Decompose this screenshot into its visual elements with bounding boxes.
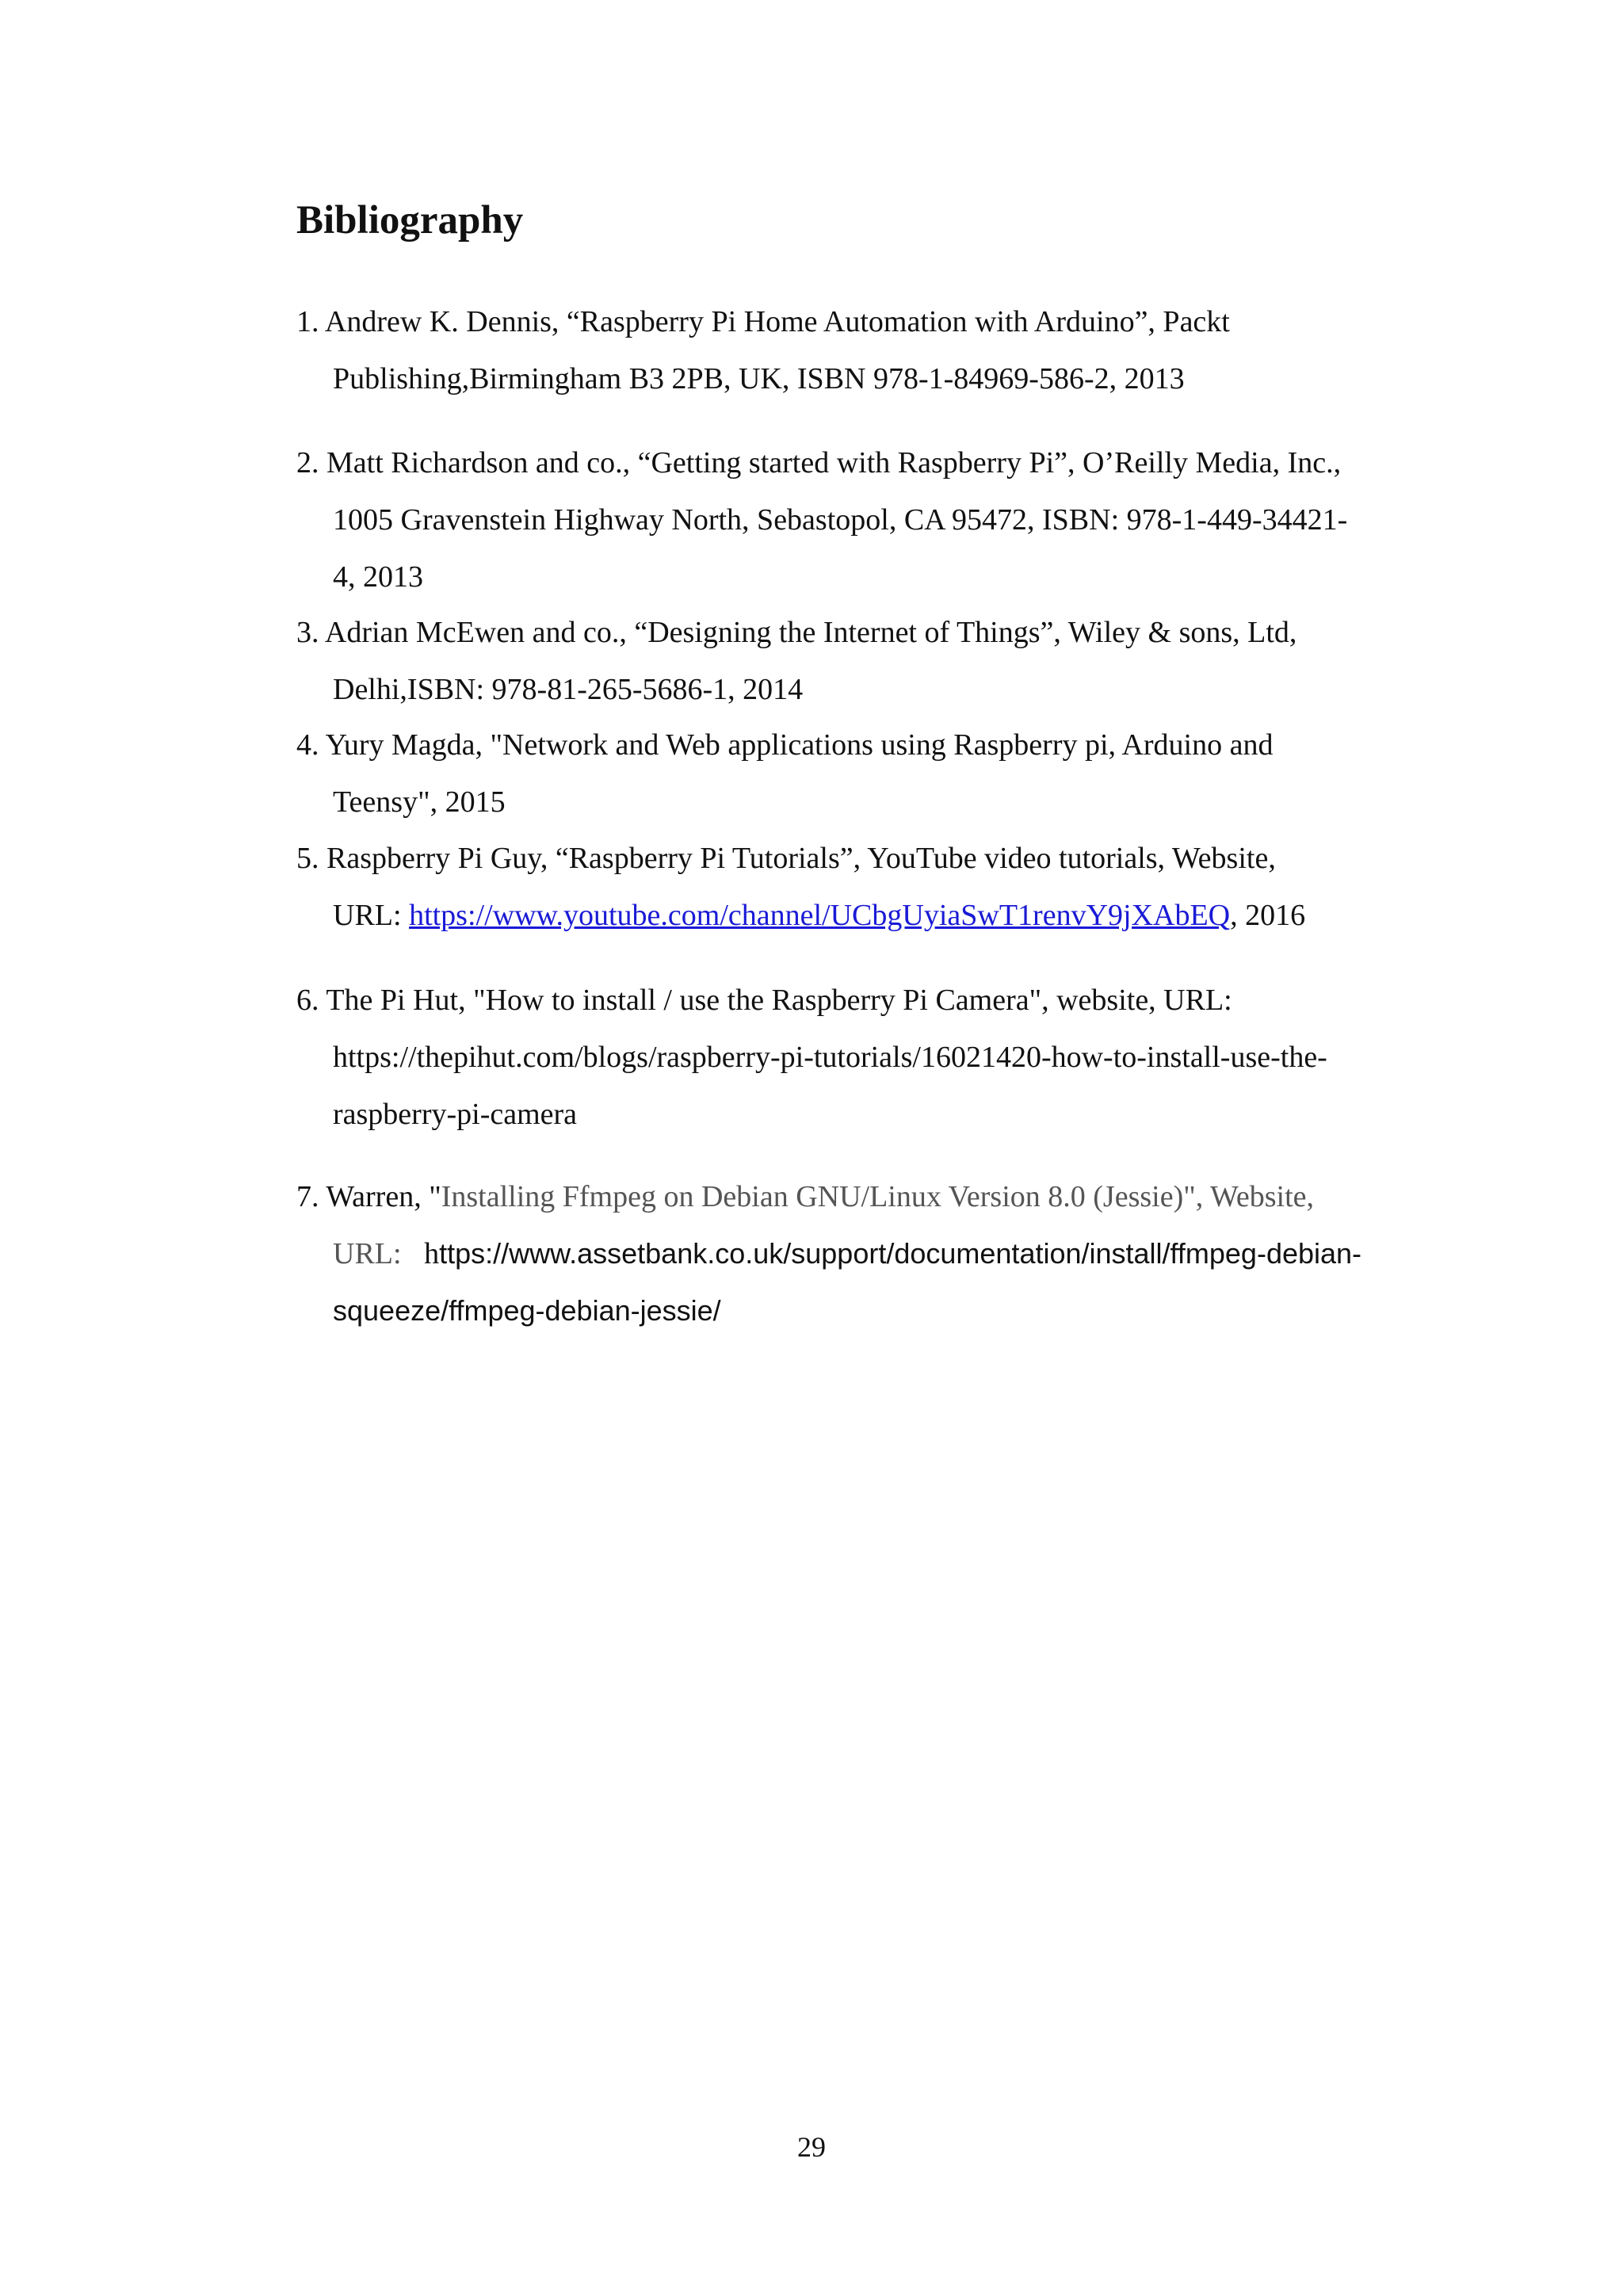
bibliography-entry-7 bbox=[296, 1168, 1430, 1339]
entry-number: 7. bbox=[296, 1180, 319, 1213]
entry-url-line: https://thepihut.com/blogs/raspberry-pi-tutorials/16021420-how-to-install-use-the- bbox=[333, 1041, 1327, 1074]
url-label: URL: bbox=[333, 899, 402, 932]
bibliography-entry-1 bbox=[296, 293, 1430, 407]
entry-text-line: Matt Richardson and co., “Getting started with Raspberry Pi”, O’Reilly Media, Inc., bbox=[327, 446, 1342, 479]
entry-text-line: Yury Magda, "Network and Web applications using Raspberry pi, Arduino and bbox=[325, 728, 1274, 762]
bibliography-entry-3 bbox=[296, 604, 1430, 718]
page-title: Bibliography bbox=[296, 198, 524, 243]
bibliography-entry-2 bbox=[296, 434, 1430, 606]
entry-text-line: Publishing,Birmingham B3 2PB, UK, ISBN 978-1-84969-586-2, 2013 bbox=[333, 362, 1185, 395]
entry-number: 6. bbox=[296, 984, 319, 1017]
page-number: 29 bbox=[797, 2131, 826, 2163]
entry-title-suffix: ", Website, bbox=[1183, 1180, 1315, 1213]
url-label: URL: bbox=[333, 1237, 402, 1270]
entry-title bbox=[429, 1180, 1314, 1213]
youtube-channel-link[interactable]: https://www.youtube.com/channel/UCbgUyiaSwT1renvY9jXAbEQ bbox=[409, 899, 1231, 932]
entry-url-line: ttps://www.assetbank.co.uk/support/documentation/install/ffmpeg-debian- bbox=[439, 1237, 1362, 1270]
entry-url-line: raspberry-pi-camera bbox=[333, 1098, 578, 1131]
entry-number: 1. bbox=[296, 305, 319, 338]
entry-text-line: Andrew K. Dennis, “Raspberry Pi Home Automation with Arduino”, Packt bbox=[324, 305, 1230, 338]
entry-text-line: 4, 2013 bbox=[333, 560, 423, 594]
entry-number: 3. bbox=[296, 616, 319, 649]
entry-url-line: squeeze/ffmpeg-debian-jessie/ bbox=[333, 1294, 721, 1327]
entry-year: , 2016 bbox=[1230, 899, 1306, 932]
entry-author: Warren, bbox=[326, 1180, 422, 1213]
bibliography-entry-6 bbox=[296, 972, 1430, 1143]
entry-number: 5. bbox=[296, 842, 319, 875]
entry-text-line: The Pi Hut, "How to install / use the Raspberry Pi Camera", website, URL: bbox=[326, 984, 1232, 1017]
entry-text-line: Delhi,ISBN: 978-81-265-5686-1, 2014 bbox=[333, 673, 804, 706]
entry-text-line: Adrian McEwen and co., “Designing the Internet of Things”, Wiley & sons, Ltd, bbox=[324, 616, 1297, 649]
url-first-letter: h bbox=[424, 1237, 440, 1270]
entry-text-line: Raspberry Pi Guy, “Raspberry Pi Tutorials”, YouTube video tutorials, Website, bbox=[327, 842, 1276, 875]
quote-mark: " bbox=[429, 1180, 441, 1213]
entry-number: 2. bbox=[296, 446, 319, 479]
bibliography-entry-4 bbox=[296, 716, 1430, 831]
entry-text-line: Teensy", 2015 bbox=[333, 785, 506, 819]
entry-title-text: Installing Ffmpeg on Debian GNU/Linux Version 8.0 (Jessie) bbox=[441, 1180, 1184, 1213]
entry-text-line: 1005 Gravenstein Highway North, Sebastopol, CA 95472, ISBN: 978-1-449-34421- bbox=[333, 503, 1348, 537]
entry-number: 4. bbox=[296, 728, 319, 762]
bibliography-entry-5 bbox=[296, 830, 1430, 944]
